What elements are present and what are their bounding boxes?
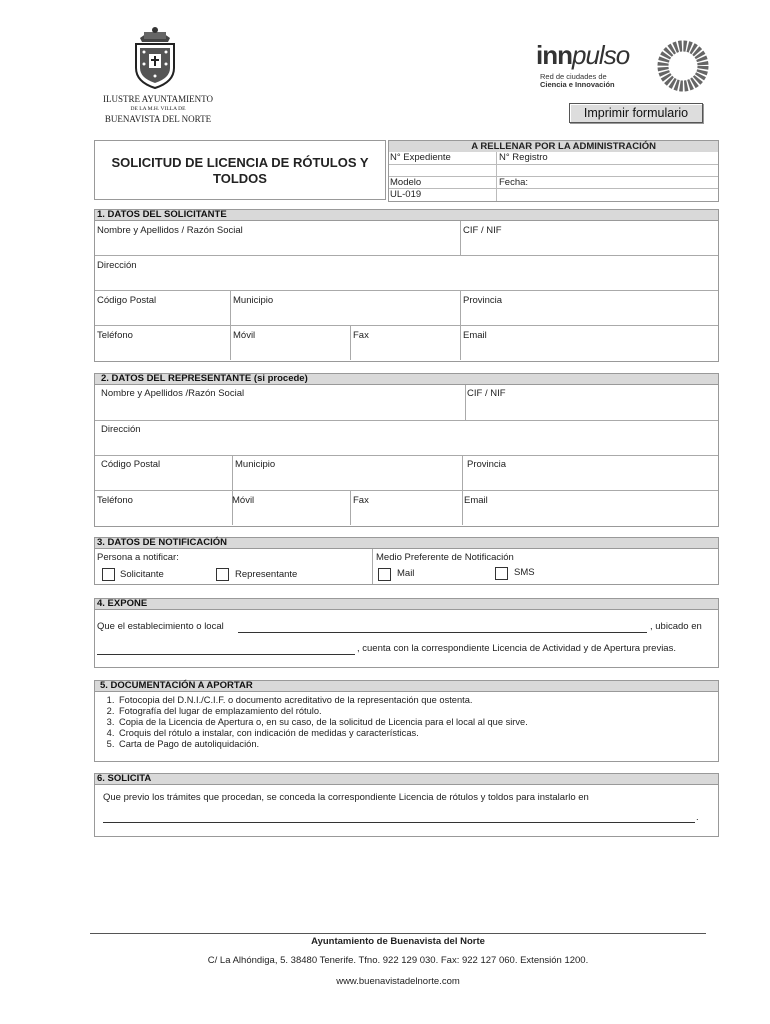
solicitante-provincia-field[interactable]: Provincia — [463, 295, 503, 306]
solicitante-cif-field[interactable]: CIF / NIF — [463, 225, 502, 236]
section-6-title: 6. SOLICITA — [95, 774, 718, 785]
option-sms-label: SMS — [514, 567, 535, 578]
footer-address: C/ La Alhóndiga, 5. 38480 Tenerife. Tfno. 922 129 030. Fax: 922 127 060. Extensión 1200. — [207, 955, 589, 966]
representante-email-field[interactable]: Email — [464, 495, 488, 506]
solicitante-movil-field[interactable]: Móvil — [233, 330, 256, 341]
section-solicita — [94, 773, 719, 837]
representante-fax-field[interactable]: Fax — [353, 495, 369, 506]
brand-sub-2: Ciencia e Innovación — [540, 80, 615, 89]
admin-registro-label: N° Registro — [499, 152, 548, 163]
section-representante — [94, 373, 719, 527]
medio-notificacion-label: Medio Preferente de Notificación — [376, 552, 514, 563]
representante-provincia-field[interactable]: Provincia — [467, 459, 507, 470]
representante-nombre-field[interactable]: Nombre y Apellidos /Razón Social — [101, 388, 245, 399]
documentation-item: 2. Fotografía del lugar de emplazamiento del rótulo. — [117, 706, 528, 717]
town-line-2: DE LA M.H. VILLA DE — [130, 106, 186, 112]
checkbox-mail[interactable] — [378, 568, 391, 581]
footer-web[interactable]: www.buenavistadelnorte.com — [336, 976, 460, 987]
representante-telefono-field[interactable]: Teléfono — [97, 495, 133, 506]
footer-divider — [90, 933, 706, 934]
option-mail-label: Mail — [397, 568, 415, 579]
solicitante-nombre-field[interactable]: Nombre y Apellidos / Razón Social — [97, 225, 243, 236]
admin-expediente-label: N° Expediente — [390, 152, 451, 163]
innpulso-ring-icon — [654, 40, 712, 92]
solicitante-municipio-field[interactable]: Municipio — [233, 295, 274, 306]
brand-sub-1: Red de ciudades de — [540, 72, 607, 81]
expone-line1-prefix: Que el establecimiento o local — [97, 621, 224, 632]
option-solicitante-label: Solicitante — [120, 569, 164, 580]
checkbox-solicitante[interactable] — [102, 568, 115, 581]
solicita-input-line[interactable] — [103, 822, 695, 823]
town-line-1: ILUSTRE AYUNTAMIENTO — [102, 94, 214, 104]
footer-org: Ayuntamiento de Buenavista del Norte — [311, 936, 485, 947]
section-4-title: 4. EXPONE — [95, 599, 718, 610]
representante-movil-field[interactable]: Móvil — [232, 495, 255, 506]
form-title-box — [94, 140, 386, 200]
admin-box — [388, 140, 719, 202]
representante-cif-field[interactable]: CIF / NIF — [467, 388, 506, 399]
admin-fecha-label: Fecha: — [499, 177, 529, 188]
representante-cp-field[interactable]: Código Postal — [101, 459, 161, 470]
solicitante-telefono-field[interactable]: Teléfono — [97, 330, 133, 341]
section-expone — [94, 598, 719, 668]
form-title-line-1: SOLICITUD DE LICENCIA DE RÓTULOS Y — [111, 155, 369, 170]
admin-model-code: UL-019 — [390, 189, 422, 200]
print-form-button[interactable]: Imprimir formulario — [569, 103, 703, 123]
documentation-item: 4. Croquis del rótulo a instalar, con indicación de medidas y características. — [117, 728, 528, 739]
brand-name-b: pulso — [572, 40, 630, 70]
section-solicitante — [94, 209, 719, 362]
solicitante-fax-field[interactable]: Fax — [353, 330, 369, 341]
admin-modelo-label: Modelo — [390, 177, 422, 188]
brand-name-a: inn — [536, 40, 572, 70]
documentation-item: 1. Fotocopia del D.N.I./C.I.F. o documento acreditativo de la representación que ostenta. — [117, 695, 528, 706]
solicita-end: . — [696, 812, 699, 823]
option-representante-label: Representante — [235, 569, 298, 580]
documentation-item: 5. Carta de Pago de autoliquidación. — [117, 739, 528, 750]
solicitante-direccion-field[interactable]: Dirección — [97, 260, 137, 271]
section-5-title: 5. DOCUMENTACIÓN A APORTAR — [95, 681, 718, 692]
ubicacion-input-line[interactable] — [97, 654, 355, 655]
solicita-text: Que previo los trámites que procedan, se conceda la correspondiente Licencia de rótulos y toldos para instalarlo en — [103, 792, 589, 803]
representante-municipio-field[interactable]: Municipio — [235, 459, 276, 470]
expone-line2-suffix: , cuenta con la correspondiente Licencia de Actividad y de Apertura previas. — [357, 643, 676, 654]
checkbox-representante[interactable] — [216, 568, 229, 581]
admin-header: A RELLENAR POR LA ADMINISTRACIÓN — [389, 141, 718, 152]
documentation-list — [103, 695, 528, 750]
documentation-item: 3. Copia de la Licencia de Apertura o, en su caso, de la solicitud de Licencia para el local al que sirve. — [117, 717, 528, 728]
section-2-title: 2. DATOS DEL REPRESENTANTE (si procede) — [95, 374, 718, 385]
form-title-line-2: TOLDOS — [213, 171, 267, 186]
expone-line1-suffix: , ubicado en — [650, 621, 702, 632]
representante-direccion-field[interactable]: Dirección — [101, 424, 141, 435]
establecimiento-input-line[interactable] — [238, 632, 647, 633]
checkbox-sms[interactable] — [495, 567, 508, 580]
town-line-3: BUENAVISTA DEL NORTE — [104, 114, 212, 124]
section-3-title: 3. DATOS DE NOTIFICACIÓN — [95, 538, 718, 549]
section-documentacion — [94, 680, 719, 762]
persona-notificar-label: Persona a notificar: — [97, 552, 179, 563]
coat-of-arms-icon — [132, 24, 178, 90]
section-1-title: 1. DATOS DEL SOLICITANTE — [95, 210, 718, 221]
section-notificacion — [94, 537, 719, 585]
solicitante-email-field[interactable]: Email — [463, 330, 487, 341]
solicitante-cp-field[interactable]: Código Postal — [97, 295, 157, 306]
